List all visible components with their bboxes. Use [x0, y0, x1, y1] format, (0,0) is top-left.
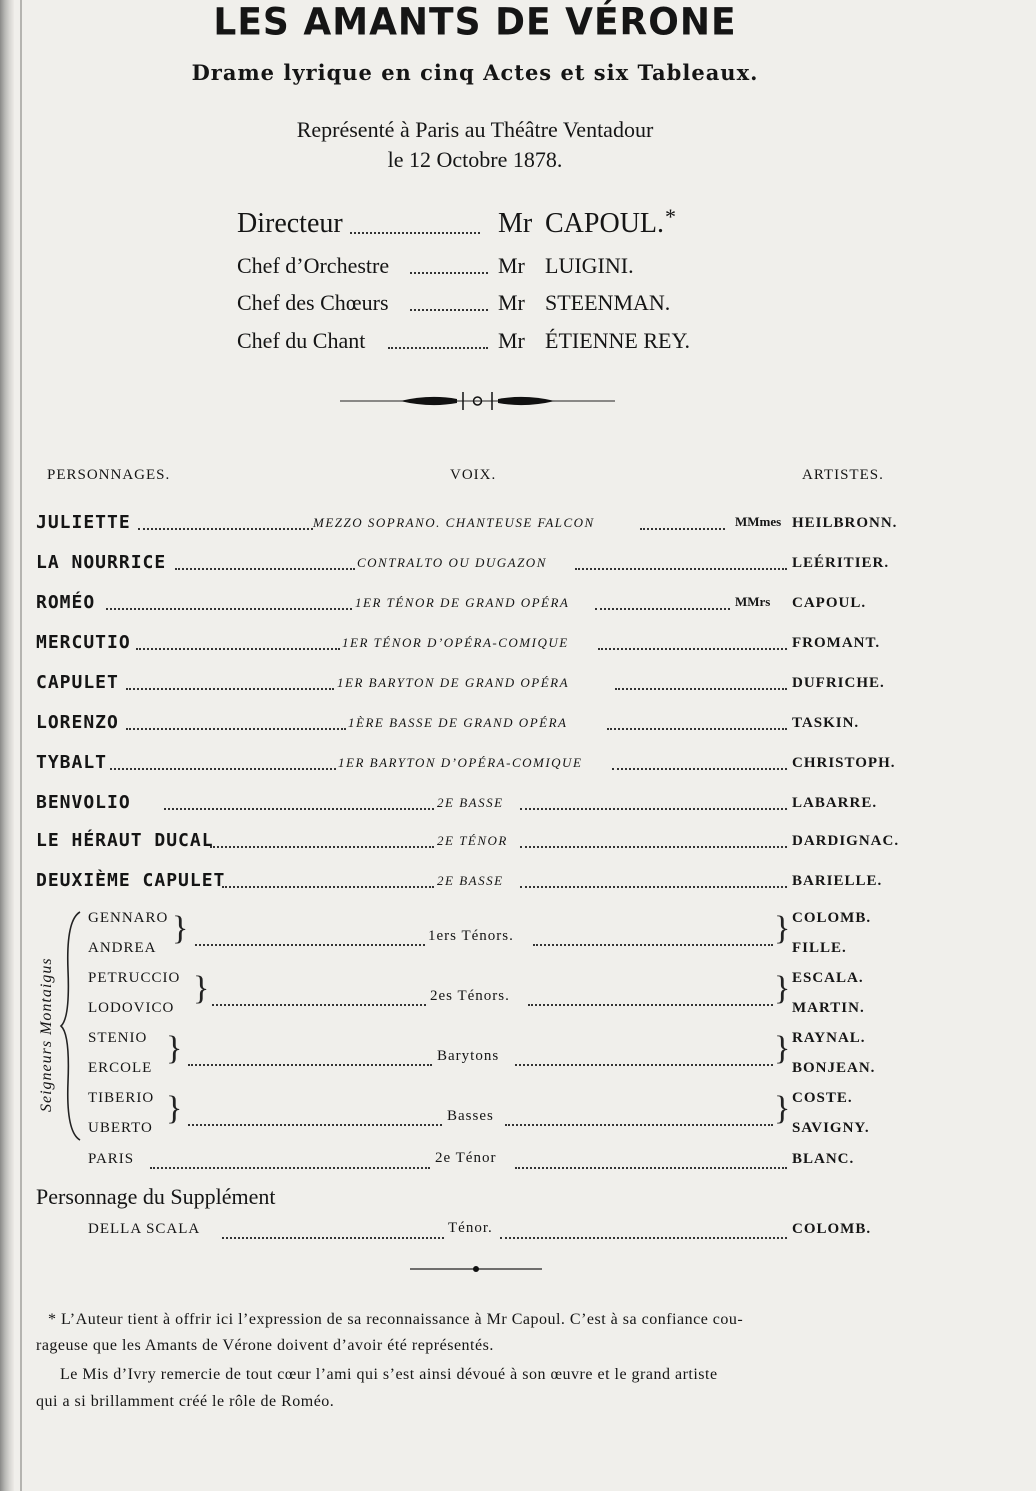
voice-type: 2E TÉNOR	[437, 833, 508, 848]
artist-name: BLANC.	[792, 1151, 855, 1167]
seigneurs-brace	[58, 910, 86, 1142]
cast-row	[0, 710, 1036, 736]
staff-title: Mr	[498, 208, 533, 239]
artist-name: TASKIN.	[792, 715, 860, 731]
voice-type: 1ers Ténors.	[428, 928, 514, 944]
character-name: ROMÉO	[36, 592, 96, 613]
voice-type: 1ER TÉNOR DE GRAND OPÉRA	[355, 595, 570, 610]
voice-type: Barytons	[437, 1048, 500, 1064]
staff-title: Mr	[498, 290, 525, 315]
footnote-line: Le Mis d’Ivry remercie de tout cœur l’ami qui s’est ainsi dévoué à son œuvre et le grand artiste	[60, 1366, 718, 1383]
footnote-line: rageuse que les Amants de Vérone doivent d’avoir été représentés.	[36, 1337, 494, 1354]
staff-title: Mr	[498, 253, 525, 278]
dot-leader	[388, 347, 488, 349]
dot-leader	[350, 232, 480, 234]
left-brace: }	[166, 1090, 183, 1127]
character-name: DEUXIÈME CAPULET	[36, 870, 226, 891]
character-name: CAPULET	[36, 672, 119, 693]
artist-name: COLOMB.	[792, 1221, 872, 1237]
character-name: ERCOLE	[88, 1060, 153, 1076]
artist-name: ESCALA.	[792, 970, 864, 986]
character-name: LODOVICO	[88, 1000, 175, 1016]
character-name: STENIO	[88, 1030, 148, 1046]
staff-name: CAPOUL.	[545, 208, 665, 239]
artist-name: COLOMB.	[792, 910, 872, 926]
cast-row	[0, 750, 1036, 776]
staff-title: Mr	[498, 328, 525, 353]
dot-leader	[410, 272, 488, 274]
page-subtitle: Drame lyrique en cinq Actes et six Tableaux.	[191, 60, 759, 85]
artist-name: LEÉRITIER.	[792, 555, 890, 571]
character-name: ANDREA	[88, 940, 157, 956]
artist-name: SAVIGNY.	[792, 1120, 870, 1136]
voice-type: CONTRALTO OU DUGAZON	[357, 555, 547, 570]
character-name: MERCUTIO	[36, 632, 131, 653]
staff-name: ÉTIENNE REY.	[545, 328, 691, 353]
character-name: LA NOURRICE	[36, 552, 167, 573]
character-name: TYBALT	[36, 752, 108, 773]
artist-name: FILLE.	[792, 940, 847, 956]
honorific: MMrs	[735, 594, 771, 609]
cast-row	[0, 550, 1036, 576]
voice-type: 1ER TÉNOR D’OPÉRA-COMIQUE	[342, 635, 569, 650]
cast-row	[0, 670, 1036, 696]
artist-name: DUFRICHE.	[792, 675, 885, 691]
column-voices: VOIX.	[450, 467, 497, 483]
voice-type: Ténor.	[448, 1220, 493, 1236]
column-characters: PERSONNAGES.	[47, 467, 171, 483]
column-artists: ARTISTES.	[802, 467, 884, 483]
left-brace: }	[172, 910, 189, 947]
right-brace: }	[774, 1090, 791, 1127]
footnote-line: qui a si brillamment créé le rôle de Roméo.	[36, 1393, 335, 1410]
voice-type: 2E BASSE	[437, 795, 504, 810]
voice-type: 1ER BARYTON DE GRAND OPÉRA	[337, 675, 570, 690]
artist-name: MARTIN.	[792, 1000, 865, 1016]
character-name: GENNARO	[88, 910, 169, 926]
character-name: LE HÉRAUT DUCAL	[36, 830, 214, 851]
footnote-mark: *	[665, 204, 676, 229]
honorific: MMmes	[735, 514, 782, 529]
page-margin-line	[20, 0, 22, 1491]
ornamental-rule	[340, 386, 615, 416]
staff-role: Chef des Chœurs	[237, 290, 389, 315]
artist-name: CHRISTOPH.	[792, 755, 896, 771]
voice-type: 2es Ténors.	[430, 988, 510, 1004]
character-name: PETRUCCIO	[88, 970, 181, 986]
left-brace: }	[193, 970, 210, 1007]
artist-name: DARDIGNAC.	[792, 833, 900, 849]
staff-role: Chef du Chant	[237, 328, 366, 353]
character-name: DELLA SCALA	[88, 1221, 201, 1237]
cast-row	[0, 590, 1036, 616]
left-brace: }	[166, 1030, 183, 1067]
character-name: BENVOLIO	[36, 792, 131, 813]
right-brace: }	[774, 970, 791, 1007]
right-brace: }	[774, 910, 791, 947]
right-brace: }	[774, 1030, 791, 1067]
character-name: JULIETTE	[36, 512, 131, 533]
artist-name: RAYNAL.	[792, 1030, 866, 1046]
cast-row	[0, 828, 1036, 854]
staff-name: LUIGINI.	[545, 253, 634, 278]
page-spine-shadow	[0, 0, 14, 1491]
artist-name: COSTE.	[792, 1090, 853, 1106]
staff-role: Chef d’Orchestre	[237, 253, 390, 278]
voice-type: 2E BASSE	[437, 873, 504, 888]
voice-type: MEZZO SOPRANO. CHANTEUSE FALCON	[313, 515, 595, 530]
page-title: LES AMANTS DE VÉRONE	[213, 0, 737, 45]
character-name: TIBERIO	[88, 1090, 155, 1106]
character-name: UBERTO	[88, 1120, 153, 1136]
cast-row	[0, 868, 1036, 894]
artist-name: BONJEAN.	[792, 1060, 876, 1076]
artist-name: HEILBRONN.	[792, 515, 898, 531]
voice-type: 1ÈRE BASSE DE GRAND OPÉRA	[348, 715, 568, 730]
voice-type: Basses	[447, 1108, 494, 1124]
character-name: LORENZO	[36, 712, 119, 733]
performance-date: le 12 Octobre 1878.	[387, 147, 563, 172]
artist-name: FROMANT.	[792, 635, 881, 651]
staff-name: STEENMAN.	[545, 290, 671, 315]
cast-row	[0, 790, 1036, 816]
seigneurs-label: Seigneurs Montaigus	[38, 957, 55, 1112]
cast-row	[0, 630, 1036, 656]
voice-type: 1ER BARYTON D’OPÉRA-COMIQUE	[338, 755, 583, 770]
footnote-line: * L’Auteur tient à offrir ici l’expression de sa reconnaissance à Mr Capoul. C’est à sa confiance cou-	[48, 1311, 744, 1328]
staff-role: Directeur	[237, 208, 343, 239]
cast-row	[0, 510, 1036, 536]
supplement-heading: Personnage du Supplément	[36, 1184, 276, 1209]
artist-name: LABARRE.	[792, 795, 878, 811]
performance-venue: Représenté à Paris au Théâtre Ventadour	[296, 117, 654, 142]
character-name: PARIS	[88, 1151, 135, 1167]
dot-leader	[410, 309, 488, 311]
artist-name: CAPOUL.	[792, 595, 867, 611]
artist-name: BARIELLE.	[792, 873, 883, 889]
divider-rule	[410, 1262, 542, 1276]
voice-type: 2e Ténor	[435, 1150, 497, 1166]
